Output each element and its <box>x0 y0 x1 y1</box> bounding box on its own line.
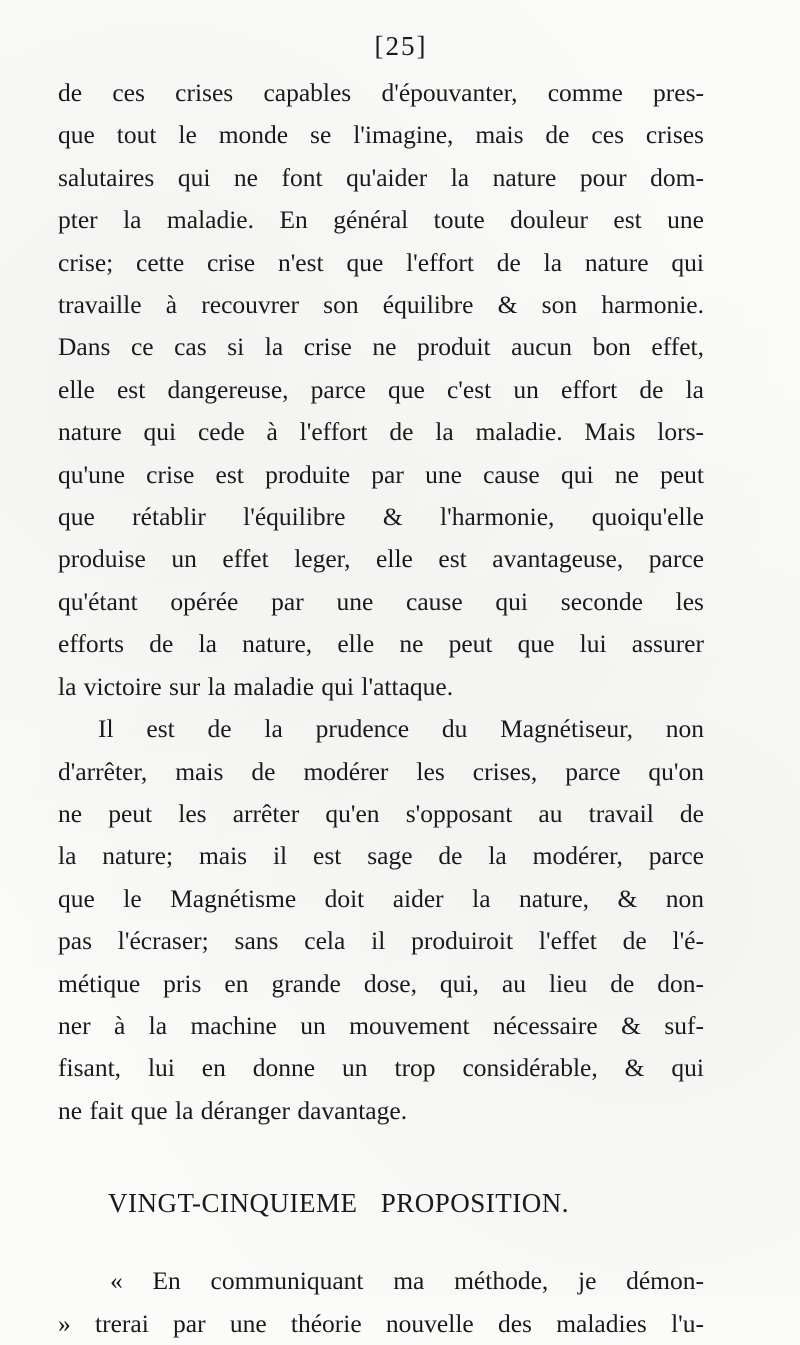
section-heading: VINGT-CINQUIEME PROPOSITION. <box>108 1188 569 1219</box>
text-line: efforts de la nature, elle ne peut que lui assurer <box>58 629 704 659</box>
text-line: ner à la machine un mouvement nécessaire & suf- <box>58 1010 704 1040</box>
text-line: Il est de la prudence du Magnétiseur, non <box>98 714 704 744</box>
text-line: Dans ce cas si la crise ne produit aucun bon effet, <box>58 332 704 362</box>
text-line: ne peut les arrêter qu'en s'opposant au travail de <box>58 798 704 828</box>
text-line: que le Magnétisme doit aider la nature, & non <box>58 883 704 913</box>
text-line: pter la maladie. En général toute douleur est une <box>58 205 704 235</box>
text-line: qu'étant opérée par une cause qui seconde les <box>58 586 704 616</box>
text-line: la victoire sur la maladie qui l'attaque. <box>58 671 454 701</box>
quote-line: « En communiquant ma méthode, je démon- <box>110 1266 704 1296</box>
text-line: que rétablir l'équilibre & l'harmonie, quoiqu'elle <box>58 502 704 532</box>
text-line: salutaires qui ne font qu'aider la nature pour dom- <box>58 162 704 192</box>
text-line: nature qui cede à l'effort de la maladie. Mais lors- <box>58 417 704 447</box>
paragraph-crises <box>58 72 704 708</box>
text-line: fisant, lui en donne un trop considérable, & qui <box>58 1053 704 1083</box>
text-line: ne fait que la déranger davantage. <box>58 1095 408 1125</box>
text-line: la nature; mais il est sage de la modérer, parce <box>58 841 704 871</box>
text-line: pas l'écraser; sans cela il produiroit l'effet de l'é- <box>58 926 704 956</box>
text-line: elle est dangereuse, parce que c'est un effort de la <box>58 374 704 404</box>
paragraph-magnetiseur <box>58 708 704 1132</box>
text-line: crise; cette crise n'est que l'effort de la nature qui <box>58 247 704 277</box>
text-line: produise un effet leger, elle est avantageuse, parce <box>58 544 704 574</box>
text-line: métique pris en grande dose, qui, au lieu de don- <box>58 968 704 998</box>
quote-paragraph <box>58 1260 704 1345</box>
text-line: que tout le monde se l'imagine, mais de ces crises <box>58 120 704 150</box>
text-line: d'arrêter, mais de modérer les crises, parce qu'on <box>58 756 704 786</box>
quote-line: » trerai par une théorie nouvelle des maladies l'u- <box>58 1308 704 1338</box>
text-line: de ces crises capables d'épouvanter, comme pres- <box>58 78 704 107</box>
page-number: [25] <box>374 31 428 61</box>
text-line: qu'une crise est produite par une cause qui ne peut <box>58 459 704 489</box>
text-line: travaille à recouvrer son équilibre & son harmonie. <box>58 290 704 320</box>
